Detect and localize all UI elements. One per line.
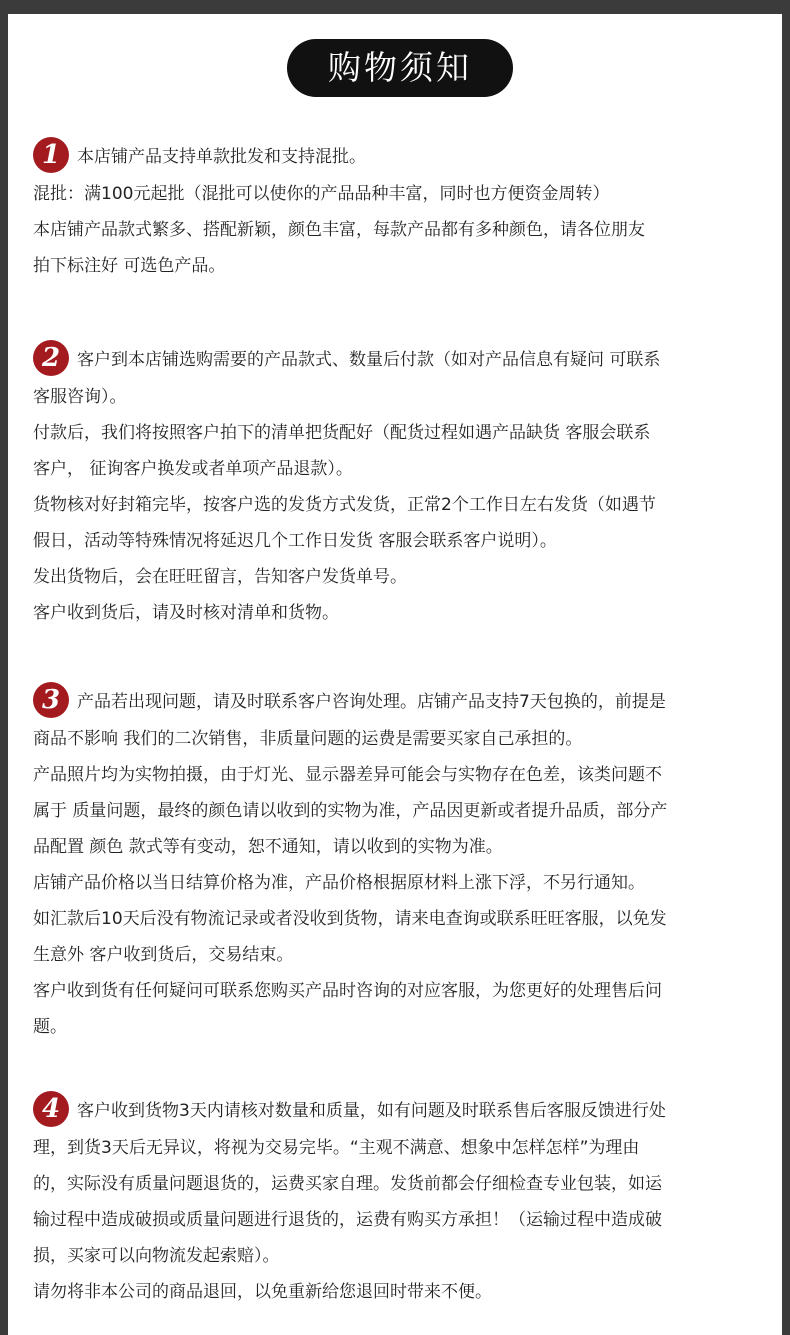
section-line: 假日，活动等特殊情况将延迟几个工作日发货 客服会联系客户说明）。 (33, 531, 557, 551)
section-number-badge: 4 (33, 1091, 69, 1127)
section-text: 产品若出现问题，请及时联系客户咨询处理。店铺产品支持7天包换的，前提是 (77, 692, 666, 712)
section-line: 发出货物后，会在旺旺留言，告知客户发货单号。 (33, 567, 407, 587)
section-first-line (33, 138, 773, 176)
section-line: 客户收到货后，请及时核对清单和货物。 (33, 603, 339, 623)
section-line: 请勿将非本公司的商品退回，以免重新给您退回时带来不便。 (33, 1282, 492, 1302)
section-4 (33, 1092, 773, 1310)
section-line: 拍下标注好 可选色产品。 (33, 256, 226, 276)
section-line: 客户收到货有任何疑问可联系您购买产品时咨询的对应客服，为您更好的处理售后问 (33, 981, 662, 1001)
page-title: 购物须知 (287, 39, 513, 97)
section-line: 的，实际没有质量问题退货的，运费买家自理。发货前都会仔细检查专业包装，如运 (33, 1174, 662, 1194)
section-first-line (33, 1092, 773, 1130)
section-number-badge: 2 (33, 340, 69, 376)
section-line: 品配置 颜色 款式等有变动，恕不通知，请以收到的实物为准。 (33, 837, 503, 857)
section-number-badge: 1 (33, 137, 69, 173)
section-first-line (33, 341, 773, 379)
section-line: 题。 (33, 1017, 67, 1037)
section-line: 理，到货3天后无异议，将视为交易完毕。“主观不满意、想象中怎样怎样”为理由 (33, 1138, 640, 1158)
section-line: 如汇款后10天后没有物流记录或者没收到货物，请来电查询或联系旺旺客服，以免发 (33, 909, 667, 929)
section-text: 客户收到货物3天内请核对数量和质量，如有问题及时联系售后客服反馈进行处 (77, 1101, 666, 1121)
section-line: 货物核对好封箱完毕，按客户选的发货方式发货，正常2个工作日左右发货（如遇节 (33, 495, 656, 515)
section-line: 生意外 客户收到货后，交易结束。 (33, 945, 294, 965)
section-first-line (33, 683, 773, 721)
section-text: 本店铺产品支持单款批发和支持混批。 (77, 147, 366, 167)
section-2 (33, 341, 773, 631)
section-line: 属于 质量问题，最终的颜色请以收到的实物为准，产品因更新或者提升品质，部分产 (33, 801, 668, 821)
section-line: 客服咨询）。 (33, 387, 127, 407)
section-number-badge: 3 (33, 682, 69, 718)
section-line: 付款后，我们将按照客户拍下的清单把货配好（配货过程如遇产品缺货 客服会联系 (33, 423, 651, 443)
section-line: 客户， 征询客户换发或者单项产品退款）。 (33, 459, 353, 479)
section-text: 客户到本店铺选购需要的产品款式、数量后付款（如对产品信息有疑问 可联系 (77, 350, 661, 370)
section-line: 产品照片均为实物拍摄，由于灯光、显示器差异可能会与实物存在色差，该类问题不 (33, 765, 662, 785)
section-line: 商品不影响 我们的二次销售，非质量问题的运费是需要买家自己承担的。 (33, 729, 583, 749)
section-1 (33, 138, 773, 284)
notice-sheet (8, 14, 782, 1335)
section-line: 店铺产品价格以当日结算价格为准，产品价格根据原材料上涨下浮，不另行通知。 (33, 873, 645, 893)
section-3 (33, 683, 773, 1045)
section-line: 本店铺产品款式繁多、搭配新颖，颜色丰富，每款产品都有多种颜色，请各位朋友 (33, 220, 645, 240)
section-line: 损，买家可以向物流发起索赔）。 (33, 1246, 280, 1266)
section-line: 输过程中造成破损或质量问题进行退货的，运费有购买方承担！（运输过程中造成破 (33, 1210, 662, 1230)
section-line: 混批：满100元起批（混批可以使你的产品品种丰富，同时也方便资金周转） (33, 184, 610, 204)
